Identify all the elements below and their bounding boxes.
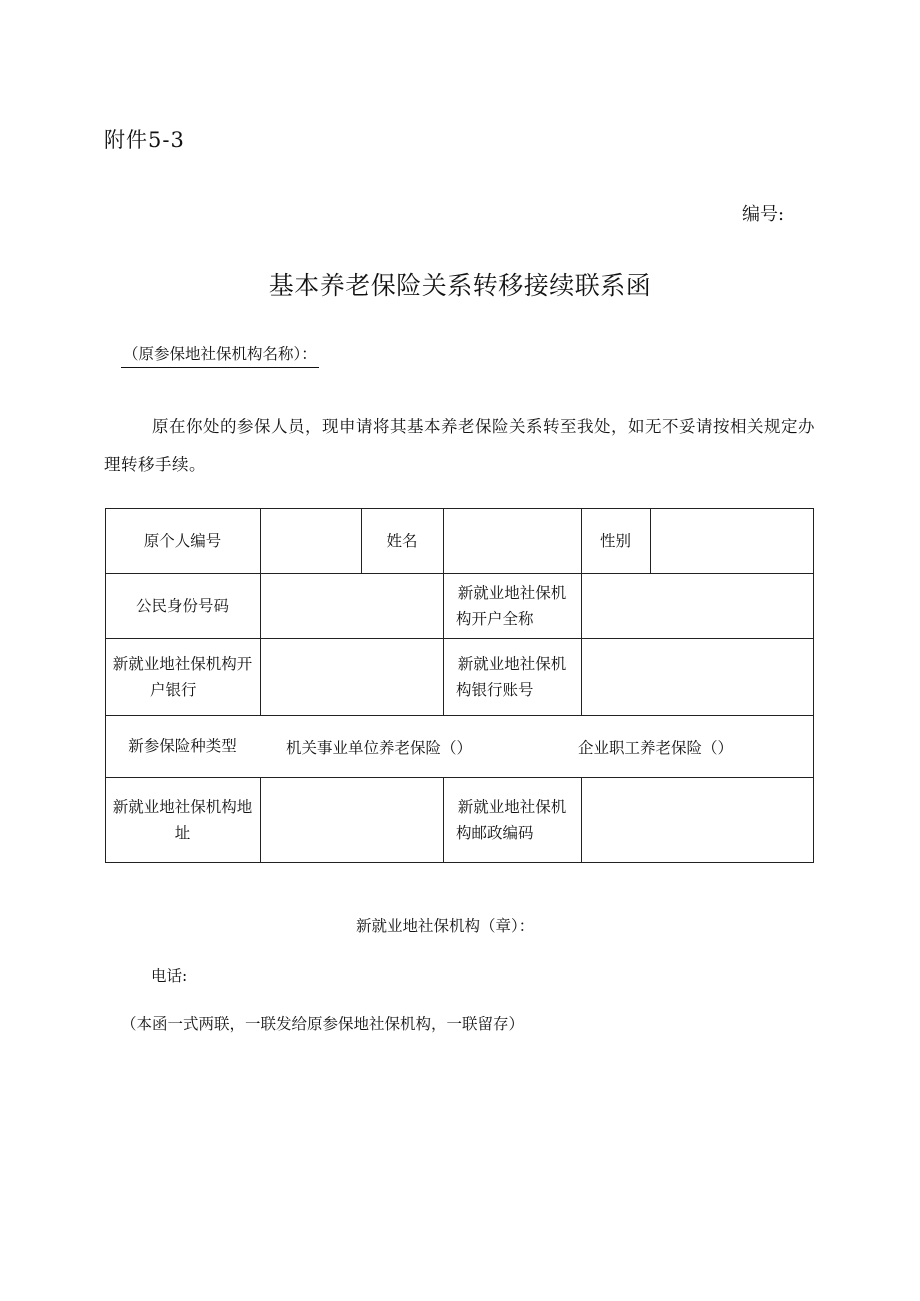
field-name[interactable] xyxy=(444,508,581,573)
label-id-number: 公民身份号码 xyxy=(135,596,229,615)
label-account-name-line-1: 新就业地社保机 xyxy=(457,583,567,602)
recipient-line: （原参保地社保机构名称）： xyxy=(121,342,319,368)
field-address[interactable] xyxy=(261,777,443,862)
label-bank-line-2: 户银行 xyxy=(150,680,197,699)
attachment-label: 附件5-3 xyxy=(104,128,185,152)
label-insurance-type: 新参保险种类型 xyxy=(128,737,237,755)
label-account-name-line-2: 构开户全称 xyxy=(456,609,534,628)
label-address-line-1: 新就业地社保机构地 xyxy=(112,797,253,816)
label-address-line-2: 址 xyxy=(174,823,191,842)
field-personal-number[interactable] xyxy=(261,508,361,573)
serial-number-label: 编号: xyxy=(742,204,785,225)
label-address xyxy=(105,777,260,862)
label-bank-account-line-1: 新就业地社保机 xyxy=(457,654,567,673)
table-border-bottom xyxy=(105,862,814,863)
label-postal-code-line-1: 新就业地社保机 xyxy=(457,797,567,816)
phone-label: 电话: xyxy=(151,967,188,985)
seal-line: 新就业地社保机构（章）： xyxy=(356,917,535,935)
page-title: 基本养老保险关系转移接续联系函 xyxy=(268,271,652,300)
field-id-number[interactable] xyxy=(261,573,443,638)
label-name: 姓名 xyxy=(386,531,418,550)
table-border-right xyxy=(813,508,814,863)
field-postal-code[interactable] xyxy=(582,777,813,862)
label-bank-account xyxy=(443,638,581,715)
field-bank-account[interactable] xyxy=(582,638,813,715)
field-account-name[interactable] xyxy=(582,573,813,638)
label-postal-code-line-2: 构邮政编码 xyxy=(456,823,534,842)
option-public-institution-pension[interactable]: 机关事业单位养老保险（） xyxy=(286,739,473,757)
label-bank-account-line-2: 构银行账号 xyxy=(456,680,534,699)
footer-note: （本函一式两联，一联发给原参保地社保机构，一联留存） xyxy=(121,1015,525,1033)
body-text-line-1: 原在你处的参保人员，现申请将其基本养老保险关系转至我处，如无不妥请按相关规定办 xyxy=(152,417,815,436)
field-gender[interactable] xyxy=(651,508,813,573)
body-text-line-2: 理转移手续。 xyxy=(104,455,206,474)
label-bank-line-1: 新就业地社保机构开 xyxy=(112,654,253,673)
label-personal-number: 原个人编号 xyxy=(143,531,222,550)
label-bank xyxy=(105,638,260,715)
label-postal-code xyxy=(443,777,581,862)
option-enterprise-pension[interactable]: 企业职工养老保险（） xyxy=(578,739,734,757)
field-bank[interactable] xyxy=(261,638,443,715)
label-gender: 性别 xyxy=(599,531,631,550)
label-account-name xyxy=(443,573,581,638)
